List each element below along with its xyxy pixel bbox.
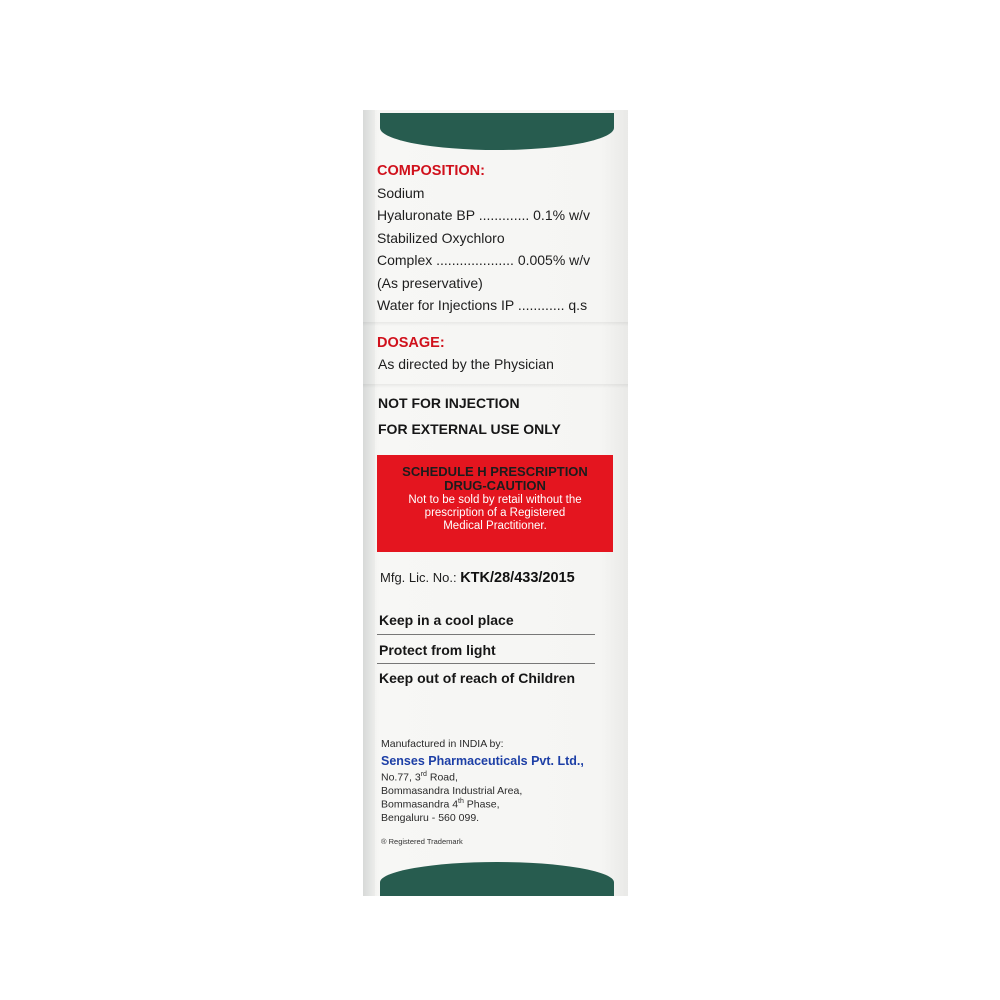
schedule-text-line-1: Not to be sold by retail without the xyxy=(408,494,582,506)
license-label: Mfg. Lic. No.: xyxy=(380,570,457,585)
address-line-3: Bommasandra 4th Phase, xyxy=(381,798,500,811)
composition-line-3: Stabilized Oxychloro xyxy=(377,230,505,246)
top-green-band xyxy=(380,113,614,150)
composition-line-5: (As preservative) xyxy=(377,275,483,291)
schedule-title-line-1: SCHEDULE H PRESCRIPTION xyxy=(402,464,588,479)
divider-line xyxy=(377,663,595,664)
address-line-1: No.77, 3rd Road, xyxy=(381,771,458,784)
composition-line-4: Complex .................... 0.005% w/v xyxy=(377,252,591,268)
storage-keep-from-children: Keep out of reach of Children xyxy=(379,670,576,686)
address-line-2: Bommasandra Industrial Area, xyxy=(381,785,523,797)
storage-protect-light: Protect from light xyxy=(379,642,496,658)
schedule-text-line-2: prescription of a Registered xyxy=(424,507,566,519)
dosage-text: As directed by the Physician xyxy=(378,356,554,372)
address-line-4: Bengaluru - 560 099. xyxy=(381,812,480,824)
not-for-injection-warning: NOT FOR INJECTION xyxy=(378,395,520,411)
manufacturer-intro: Manufactured in INDIA by: xyxy=(381,738,504,750)
schedule-h-caution-box xyxy=(377,455,613,552)
composition-line-6: Water for Injections IP ............ q.s xyxy=(377,297,588,313)
schedule-text-line-3: Medical Practitioner. xyxy=(443,520,547,532)
registered-trademark-note: ® Registered Trademark xyxy=(381,837,463,846)
dosage-heading: DOSAGE: xyxy=(377,335,445,351)
composition-line-2: Hyaluronate BP ............. 0.1% w/v xyxy=(377,207,590,223)
schedule-title-line-2: DRUG-CAUTION xyxy=(444,478,546,493)
carton-fold xyxy=(363,322,628,326)
product-carton-panel xyxy=(363,110,628,896)
external-use-warning: FOR EXTERNAL USE ONLY xyxy=(378,421,561,437)
carton-fold xyxy=(363,384,628,388)
composition-heading: COMPOSITION: xyxy=(377,163,485,179)
storage-cool-place: Keep in a cool place xyxy=(379,612,514,628)
bottom-green-band xyxy=(380,862,614,896)
carton-side-flap xyxy=(363,110,375,896)
divider-line xyxy=(377,634,595,635)
manufacturing-license xyxy=(380,570,575,586)
composition-line-1: Sodium xyxy=(377,185,425,201)
license-number: KTK/28/433/2015 xyxy=(460,570,575,586)
manufacturer-company: Senses Pharmaceuticals Pvt. Ltd., xyxy=(381,754,584,768)
